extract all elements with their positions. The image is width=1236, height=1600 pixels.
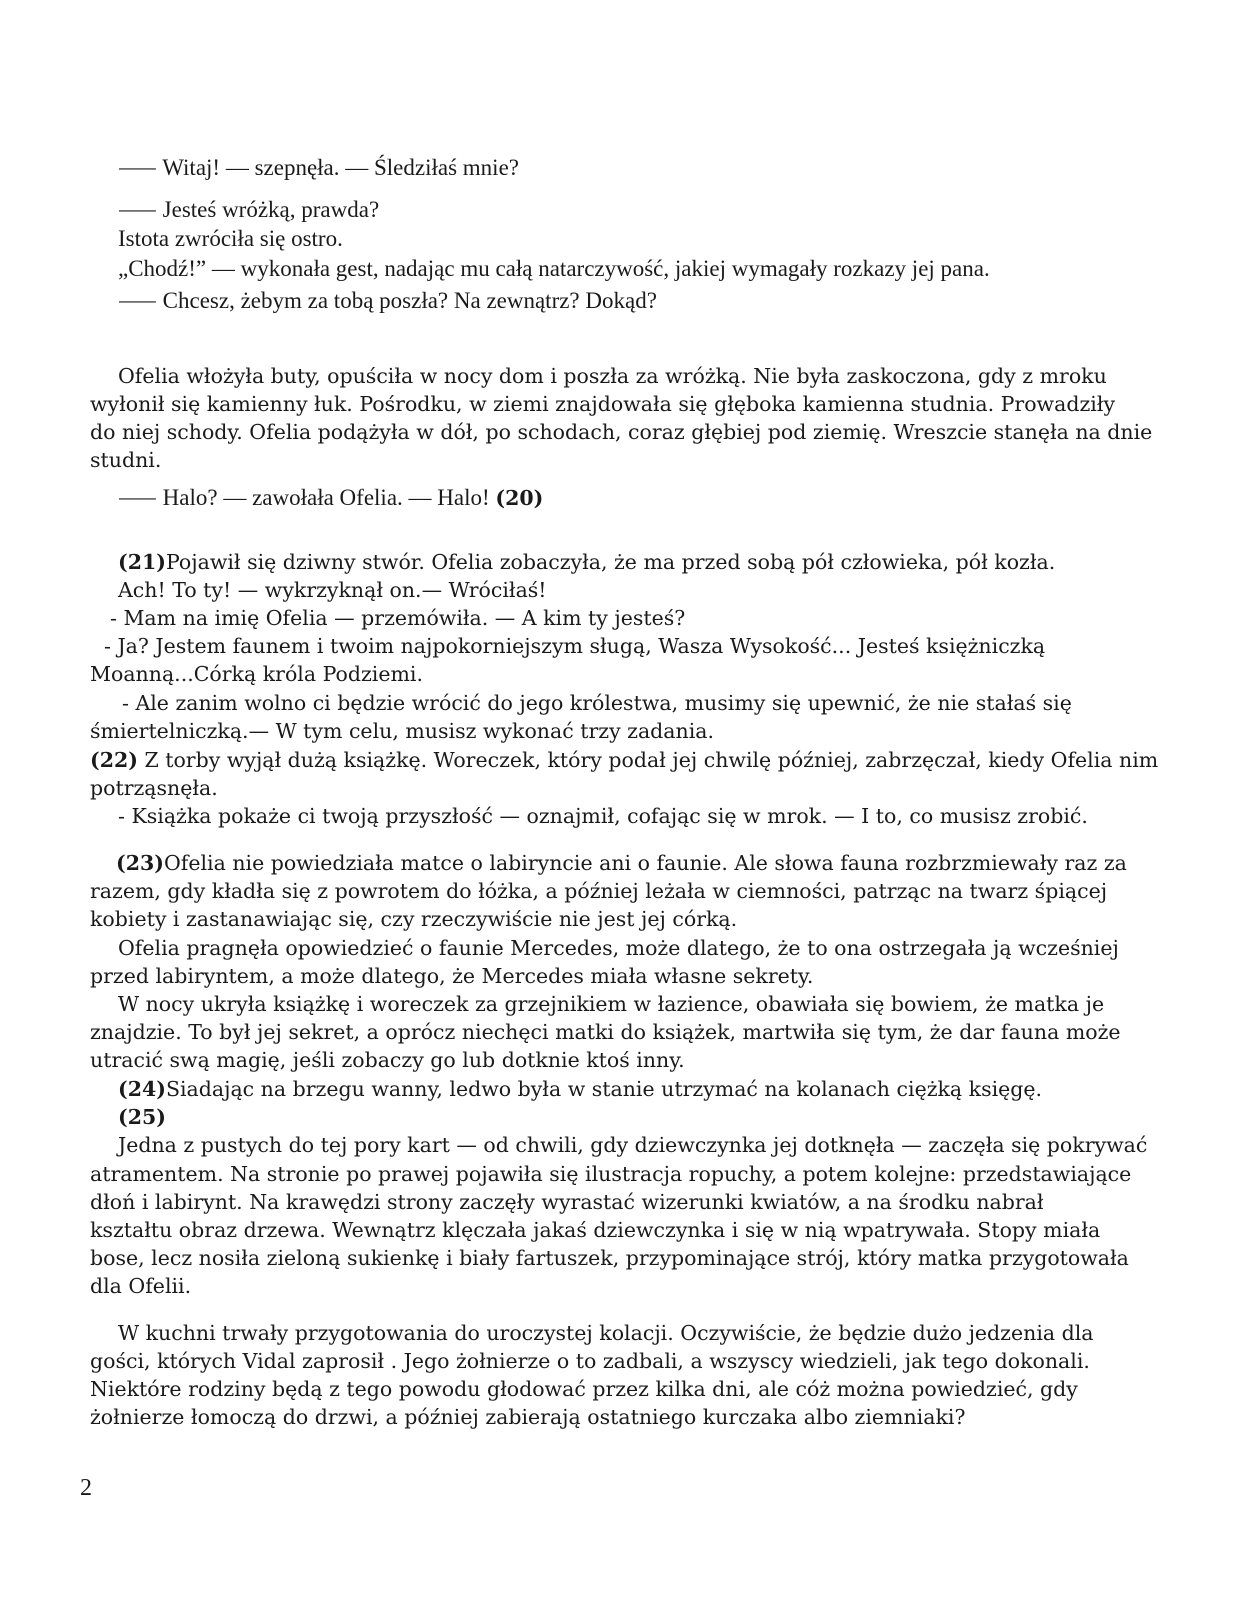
text-line: Niektóre rodziny będą z tego powodu głodować przez kilka dni, ale cóż można powiedzieć, gdy — [90, 1377, 1078, 1401]
text-line: - Ja? Jestem faunem i twoim najpokorniejszym sługą, Wasza Wysokość... Jesteś księżniczką — [104, 634, 1046, 658]
line-text: Siadając na brzegu wanny, ledwo była w stanie utrzymać na kolanach ciężką księgę. — [165, 1077, 1043, 1101]
text-line: - Książka pokaże ci twoją przyszłość — oznajmił, cofając się w mrok. — I to, co musisz zrobić. — [118, 804, 1088, 828]
line-text: Ofelia nie powiedziała matce o labiryncie ani o faunie. Ale słowa fauna rozbrzmiewały raz za — [163, 851, 1127, 875]
text-line: studni. — [90, 448, 162, 472]
section-marker: (23) — [116, 851, 164, 875]
text-line — [118, 1075, 1042, 1103]
text-line: Istota zwróciła się ostro. — [118, 226, 343, 251]
section-marker: (25) — [118, 1105, 166, 1129]
section-marker: (24) — [118, 1077, 166, 1101]
section-marker: (21) — [118, 550, 166, 574]
text-line: przed labiryntem, a może dlatego, że Mercedes miała własne sekrety. — [90, 964, 814, 988]
dialogue-text: ⸺ Halo? — zawołała Ofelia. — Halo! — [118, 485, 496, 510]
text-line: atramentem. Na stronie po prawej pojawiła się ilustracja ropuchy, a potem kolejne: przedstawiające — [90, 1162, 1132, 1186]
text-line — [116, 849, 1127, 877]
text-line: Jedna z pustych do tej pory kart — od chwili, gdy dziewczynka jej dotknęła — zaczęła się pokrywać — [118, 1133, 1148, 1157]
text-line: Ach! To ty! — wykrzyknął on.— Wróciłaś! — [118, 578, 547, 602]
text-line: - Mam na imię Ofelia — przemówiła. — A kim ty jesteś? — [110, 606, 686, 630]
section-marker: (22) — [90, 748, 138, 772]
text-line: bose, lecz nosiła zieloną sukienkę i biały fartuszek, przypominające strój, który matka przygotowała — [90, 1246, 1129, 1270]
line-text: Pojawił się dziwny stwór. Ofelia zobaczyła, że ma przed sobą pół człowieka, pół kozła. — [165, 550, 1056, 574]
text-line: znajdzie. To był jej sekret, a oprócz niechęci matki do książek, martwiła się tym, że dar fauna może — [90, 1020, 1121, 1044]
text-line: do niej schody. Ofelia podążyła w dół, po schodach, coraz głębiej pod ziemię. Wreszcie stanęła na dnie — [90, 420, 1153, 444]
text-line: gości, których Vidal zaprosił . Jego żołnierze o to zadbali, a wszyscy wiedzieli, jak tego dokonali. — [90, 1349, 1090, 1373]
text-line — [118, 484, 543, 512]
text-line: kształtu obraz drzewa. Wewnątrz klęczała jakaś dziewczynka i się w nią wpatrywała. Stopy miała — [90, 1218, 1101, 1242]
text-line: Ofelia włożyła buty, opuściła w nocy dom i poszła za wróżką. Nie była zaskoczona, gdy z mroku — [118, 364, 1107, 388]
text-line: dłoń i labirynt. Na krawędzi strony zaczęły wyrastać wizerunki kwiatów, a na środku nabrał — [90, 1190, 1044, 1214]
text-line — [90, 746, 1158, 774]
page-number: 2 — [80, 1475, 92, 1501]
text-line: żołnierze łomoczą do drzwi, a później zabierają ostatniego kurczaka albo ziemniaki? — [90, 1405, 966, 1429]
text-line: razem, gdy kładła się z powrotem do łóżka, a później leżała w ciemności, patrząc na twarz śpiącej — [90, 879, 1108, 903]
text-line: W nocy ukryła książkę i woreczek za grzejnikiem w łazience, obawiała się bowiem, że matka je — [118, 992, 1105, 1016]
section-marker: (20) — [495, 486, 544, 510]
text-line: Ofelia pragnęła opowiedzieć o faunie Mercedes, może dlatego, że to ona ostrzegała ją wcześniej — [118, 936, 1119, 960]
text-line: śmiertelniczką.— W tym celu, musisz wykonać trzy zadania. — [90, 719, 715, 743]
text-line: Moanną...Córką króla Podziemi. — [90, 662, 424, 686]
text-line: ⸺ Chcesz, żebym za tobą poszła? Na zewnątrz? Dokąd? — [118, 288, 657, 313]
text-line: dla Ofelii. — [90, 1274, 192, 1298]
line-text: Z torby wyjął dużą książkę. Woreczek, który podał jej chwilę później, zabrzęczał, kiedy Ofelia nim — [137, 748, 1159, 772]
text-line — [118, 548, 1055, 576]
text-line: W kuchni trwały przygotowania do uroczystej kolacji. Oczywiście, że będzie dużo jedzenia dla — [118, 1321, 1094, 1345]
text-line: - Ale zanim wolno ci będzie wrócić do jego królestwa, musimy się upewnić, że nie stałaś się — [122, 691, 1072, 715]
text-line: ⸺ Witaj! — szepnęła. — Śledziłaś mnie? — [118, 155, 519, 180]
text-line: ⸺ Jesteś wróżką, prawda? — [118, 197, 380, 222]
text-line: wyłonił się kamienny łuk. Pośrodku, w ziemi znajdowała się głęboka kamienna studnia. Prowadziły — [90, 392, 1116, 416]
text-line: kobiety i zastanawiając się, czy rzeczywiście nie jest jej córką. — [90, 907, 738, 931]
text-line: „Chodź!” — wykonała gest, nadając mu całą natarczywość, jakiej wymagały rozkazy jej pana. — [118, 256, 990, 281]
text-line: utracić swą magię, jeśli zobaczy go lub dotknie ktoś inny. — [90, 1048, 685, 1072]
text-line: potrząsnęła. — [90, 776, 218, 800]
